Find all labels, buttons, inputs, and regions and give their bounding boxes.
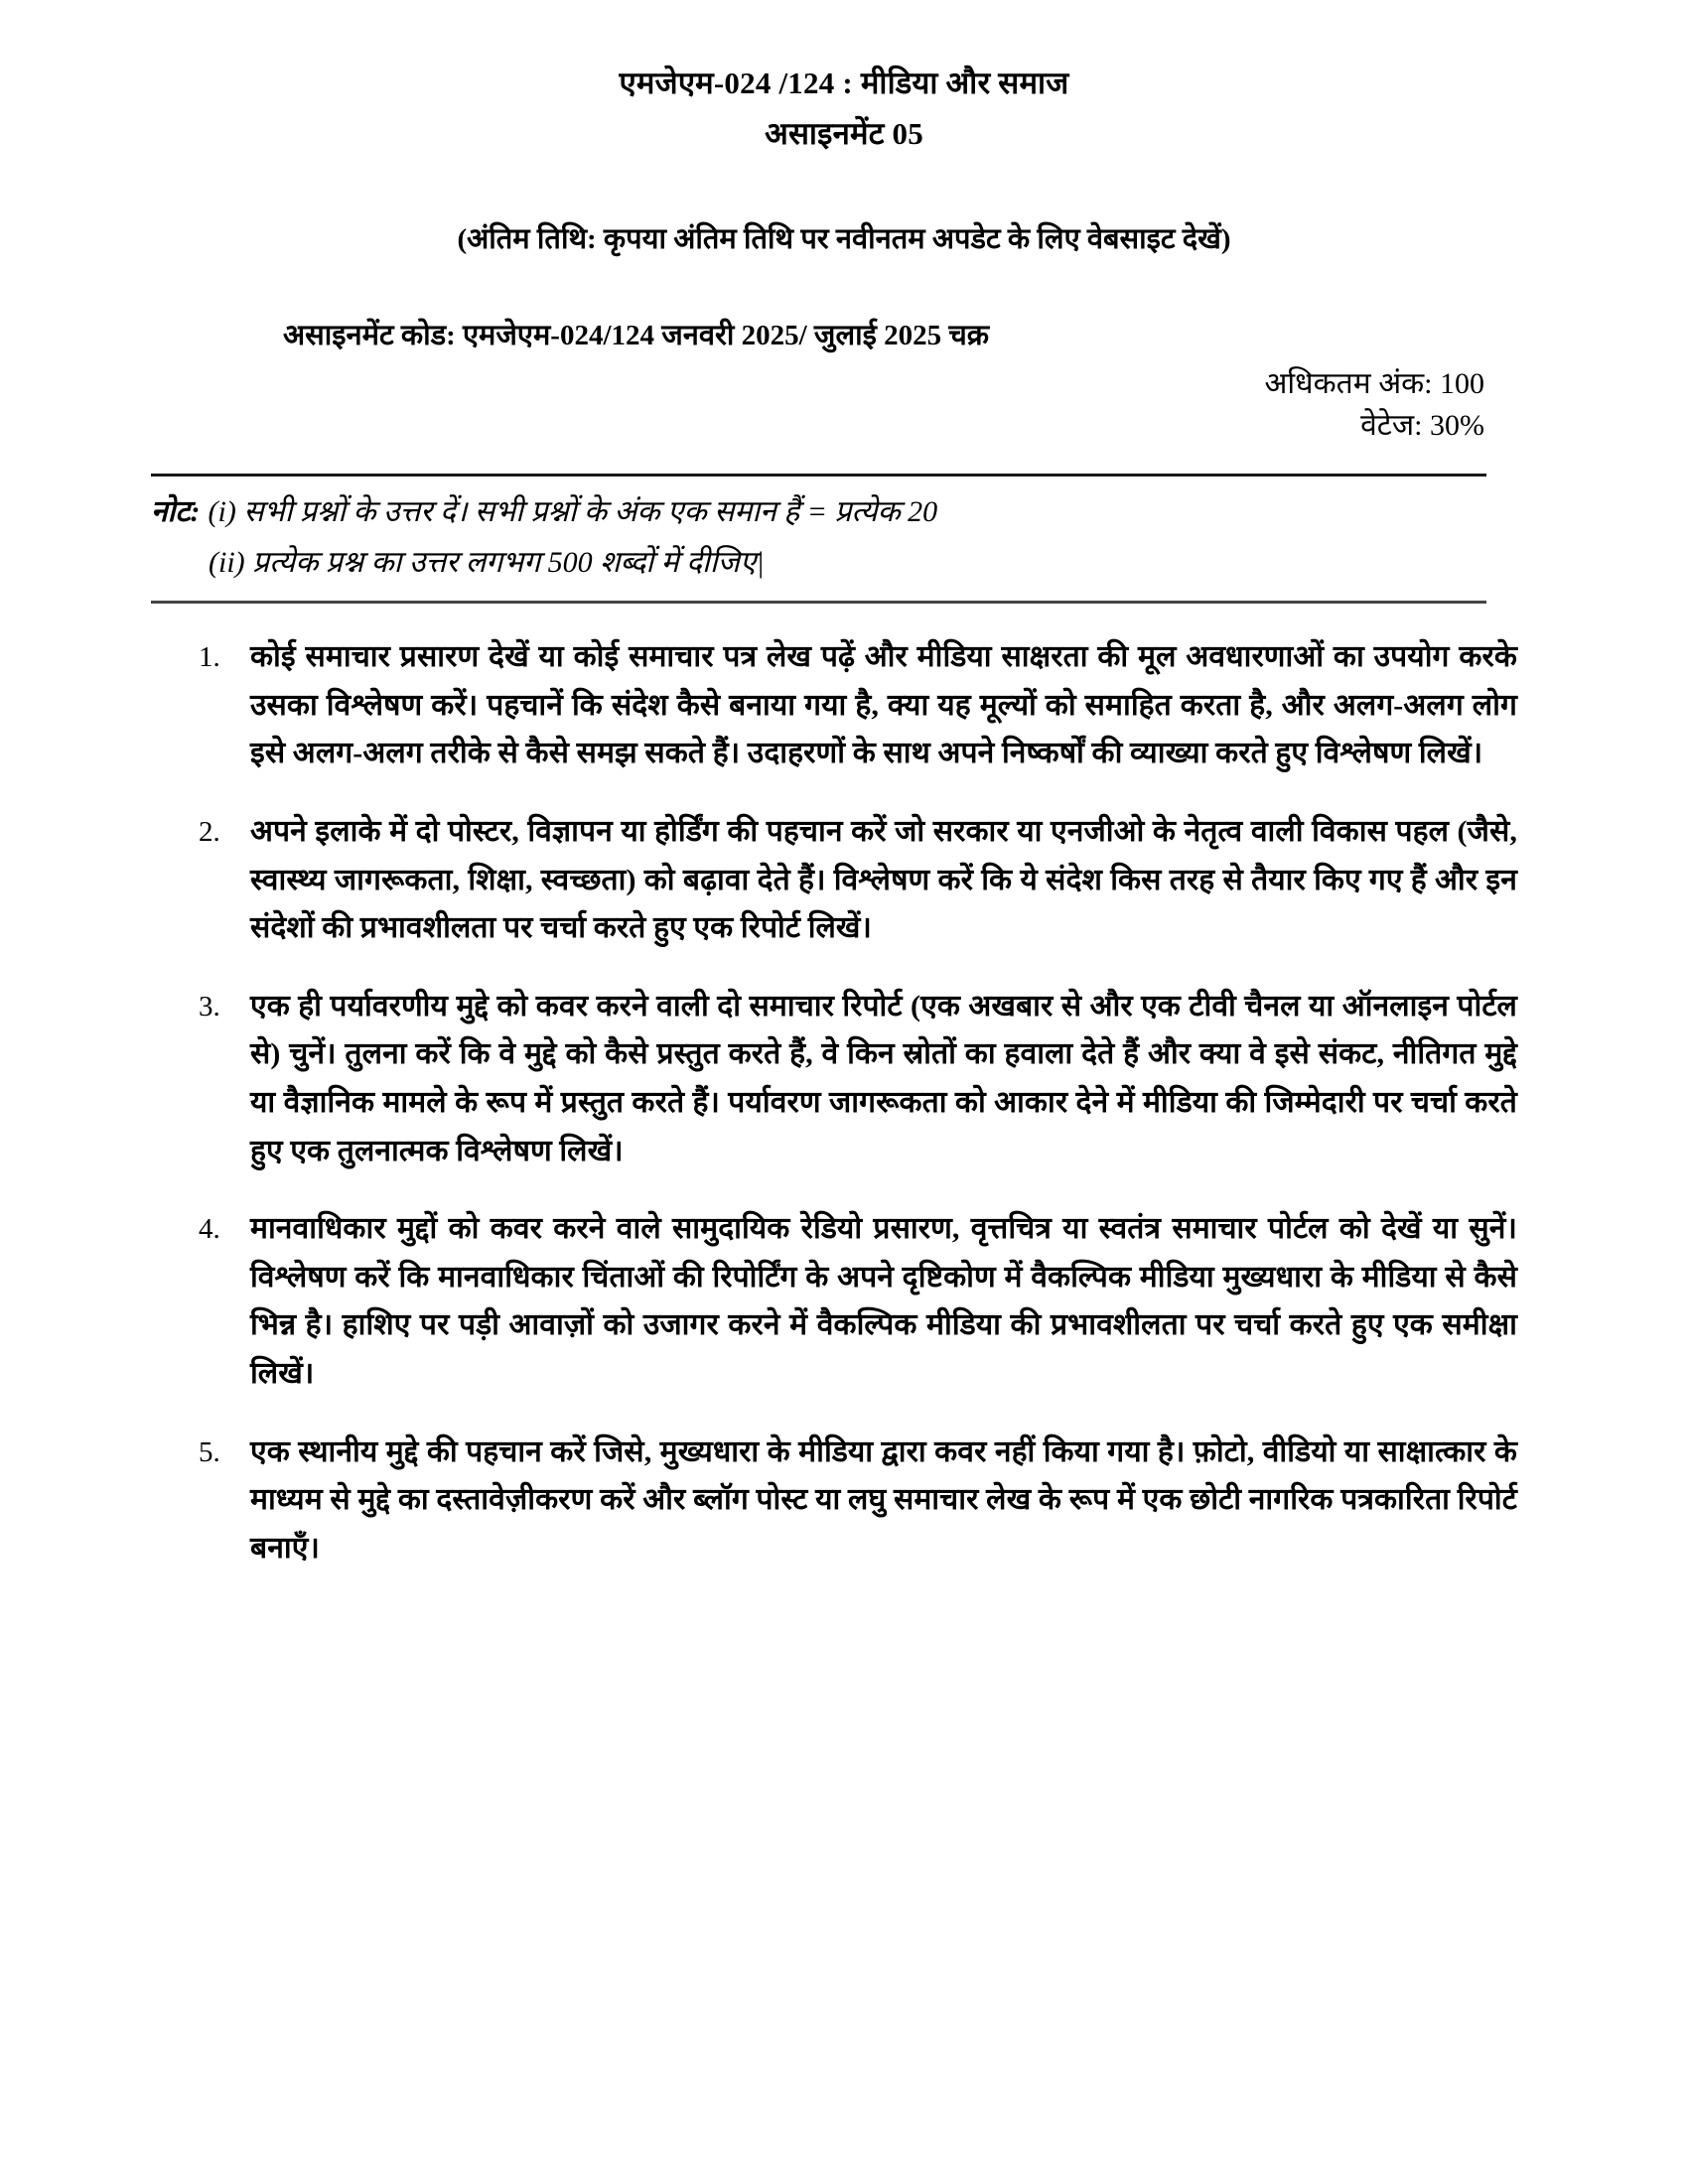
question-number: 5. [199, 1435, 220, 1468]
question-number: 4. [199, 1213, 220, 1246]
question-text: अपने इलाके में दो पोस्टर, विज्ञापन या होर्डिंग की पहचान करें जो सरकार या एनजीओ के नेतृत्व वाली विकास पहल (जैसे, स्वास्थ्य जागरूकता, शिक्षा, स्वच्छता) को बढ़ावा देते हैं। विश्लेषण करें कि ये संदेश किस तरह से तैयार किए गए हैं और इन संदेशों की प्रभावशीलता पर चर्चा करते हुए एक रिपोर्ट लिखें। [250, 815, 1517, 945]
question-item [199, 633, 1529, 778]
note-item-i: (i) सभी प्रश्नों के उत्तर दें। सभी प्रश्नों के अंक एक समान हैं = प्रत्येक 20 [208, 495, 938, 529]
marks-block [0, 363, 1688, 448]
question-text: एक स्थानीय मुद्दे की पहचान करें जिसे, मुख्यधारा के मीडिया द्वारा कवर नहीं किया गया है। फ़ोटो, वीडियो या साक्षात्कार के माध्यम से मुद्दे का दस्तावेज़ीकरण करें और ब्लॉग पोस्ट या लघु समाचार लेख के रूप में एक छोटी नागरिक पत्रकारिता रिपोर्ट बनाएँ। [250, 1434, 1517, 1565]
assignment-code: असाइनमेंट कोड: एमजेएम-024/124 जनवरी 2025/ जुलाई 2025 चक्र [283, 319, 990, 351]
question-item [199, 983, 1529, 1175]
weightage: वेटेज: 30% [1360, 409, 1484, 443]
question-text: एक ही पर्यावरणीय मुद्दे को कवर करने वाली दो समाचार रिपोर्ट (एक अखबार से और एक टीवी चैनल या ऑनलाइन पोर्टल से) चुनें। तुलना करें कि वे मुद्दे को कैसे प्रस्तुत करते हैं, वे किन स्रोतों का हवाला देते हैं और क्या वे इसे संकट, नीतिगत मुद्दे या वैज्ञानिक मामले के रूप में प्रस्तुत करते हैं। पर्यावरण जागरूकता को आकार देने में मीडिया की जिम्मेदारी पर चर्चा करते हुए एक तुलनात्मक विश्लेषण लिखें। [250, 989, 1517, 1167]
question-item [199, 1429, 1529, 1573]
question-item [199, 808, 1529, 953]
document-header [0, 0, 1688, 157]
question-item [199, 1205, 1529, 1398]
max-marks: अधिकतम अंक: 100 [1264, 366, 1484, 400]
question-number: 3. [199, 990, 220, 1023]
assignment-title: असाइनमेंट 05 [765, 115, 923, 151]
question-number: 2. [199, 816, 220, 849]
question-text: कोई समाचार प्रसारण देखें या कोई समाचार पत्र लेख पढ़ें और मीडिया साक्षरता की मूल अवधारणाओं का उपयोग करके उसका विश्लेषण करें। पहचानें कि संदेश कैसे बनाया गया है, क्या यह मूल्यों को समाहित करता है, और अलग-अलग लोग इसे अलग-अलग तरीके से कैसे समझ सकते हैं। उदाहरणों के साथ अपने निष्कर्षों की व्याख्या करते हुए विश्लेषण लिखें। [250, 640, 1517, 770]
questions-list [199, 604, 1529, 1572]
note-item-ii: (ii) प्रत्येक प्रश्न का उत्तर लगभग 500 शब्दों में दीजिए| [209, 545, 765, 579]
question-number: 1. [199, 641, 220, 674]
course-title: एमजेएम-024 /124 : मीडिया और समाज [619, 66, 1069, 100]
deadline-note: (अंतिम तिथि: कृपया अंतिम तिथि पर नवीनतम अपडेट के लिए वेबसाइट देखें) [457, 222, 1231, 255]
note-block [151, 477, 1486, 587]
note-label: नोट: [151, 495, 201, 529]
question-text: मानवाधिकार मुद्दों को कवर करने वाले सामुदायिक रेडियो प्रसारण, वृत्तचित्र या स्वतंत्र समाचार पोर्टल को देखें या सुनें। विश्लेषण करें कि मानवाधिकार चिंताओं की रिपोर्टिंग के अपने दृष्टिकोण में वैकल्पिक मीडिया मुख्यधारा के मीडिया से कैसे भिन्न है। हाशिए पर पड़ी आवाज़ों को उजागर करने में वैकल्पिक मीडिया की प्रभावशीलता पर चर्चा करते हुए एक समीक्षा लिखें। [250, 1212, 1517, 1390]
